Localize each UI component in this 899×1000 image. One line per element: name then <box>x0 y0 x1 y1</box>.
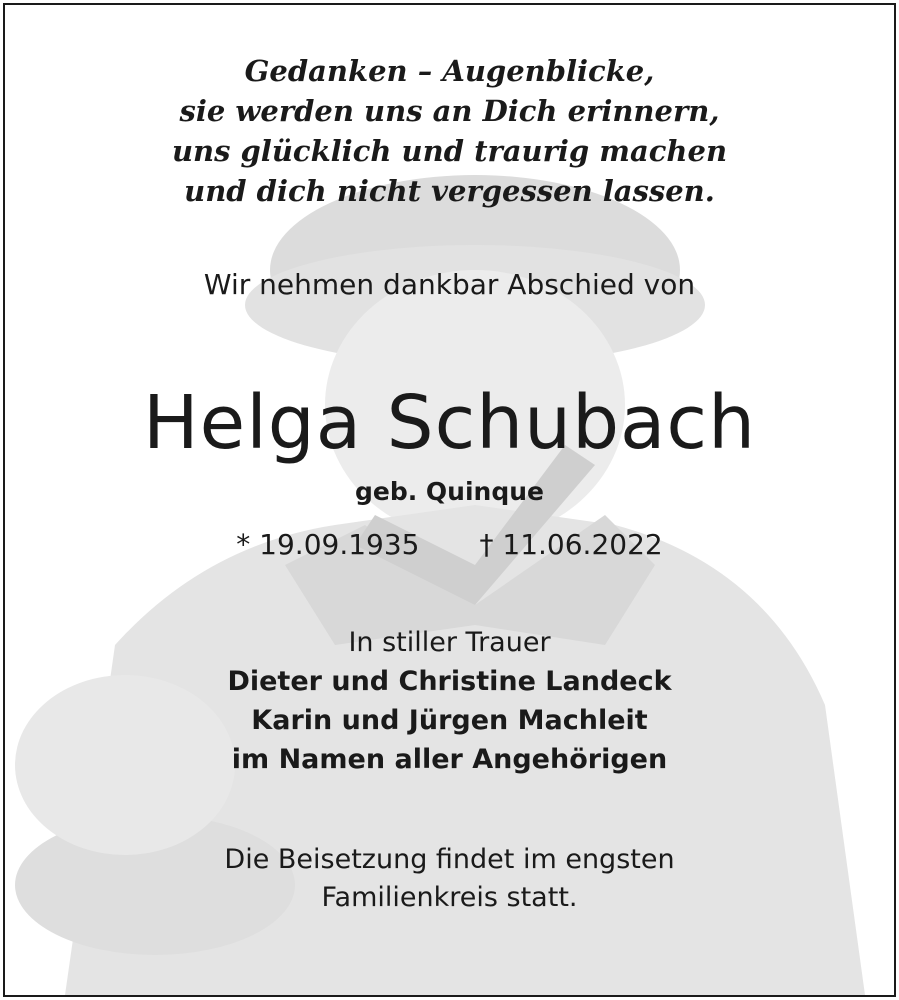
mourning-label: In stiller Trauer <box>348 627 551 658</box>
death-date: † 11.06.2022 <box>479 528 663 561</box>
memorial-verse <box>5 51 894 211</box>
mourner-line: im Namen aller Angehörigen <box>231 744 668 775</box>
verse-line: uns glücklich und traurig machen <box>171 134 728 168</box>
farewell-intro: Wir nehmen dankbar Abschied von <box>203 268 696 301</box>
obituary-frame <box>3 3 896 997</box>
burial-line: Die Beisetzung findet im engsten <box>224 844 675 875</box>
maiden-name: geb. Quinque <box>354 477 544 506</box>
mourner-line: Dieter und Christine Landeck <box>227 666 672 697</box>
mourners-list <box>5 662 894 779</box>
verse-line: sie werden uns an Dich erinnern, <box>179 94 720 128</box>
obituary-content <box>5 5 894 995</box>
life-dates <box>5 525 894 565</box>
birth-date: * 19.09.1935 <box>236 528 420 561</box>
burial-note <box>5 841 894 917</box>
verse-line: Gedanken – Augenblicke, <box>244 54 655 88</box>
burial-line: Familienkreis statt. <box>321 882 578 913</box>
deceased-name: Helga Schubach <box>143 380 756 466</box>
verse-line: und dich nicht vergessen lassen. <box>184 174 715 208</box>
mourner-line: Karin und Jürgen Machleit <box>251 705 648 736</box>
